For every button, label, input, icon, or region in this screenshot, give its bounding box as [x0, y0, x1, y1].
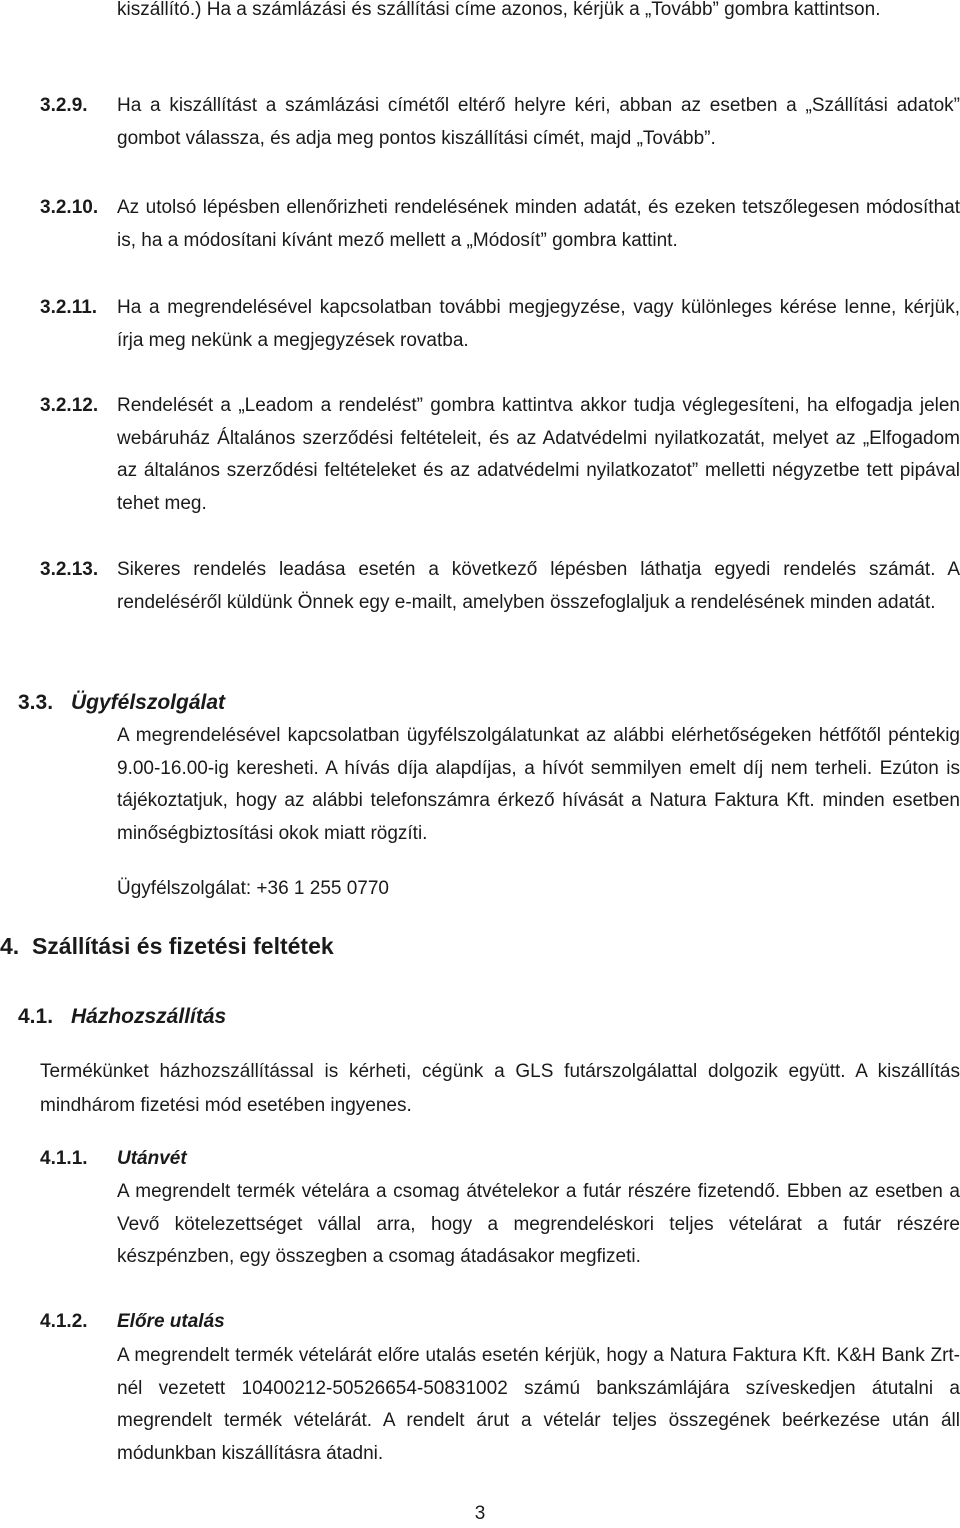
section-title: Házhozszállítás — [71, 1005, 227, 1028]
subsection-title: Utánvét — [117, 1148, 187, 1169]
section-number: 3.3. — [18, 691, 54, 714]
item-number: 3.2.10. — [40, 197, 99, 218]
intro-paragraph: kiszállító.) Ha a számlázási és szállítási címe azonos, kérjük a „Tovább” gombra kattintson. — [117, 0, 881, 20]
section-text: A megrendelt termék vételárát előre utalás esetén kérjük, hogy a Natura Faktura Kft. K&H Bank Zrt-nél vezetett 10400212-50526654-50831002 számú bankszámlájára szíveskedjen átutalni a megrendelt termék vételárát. A rendelt árut a vételár teljes összegének beérkezése után áll módunkban kiszállításra átadni. — [117, 1345, 960, 1464]
item-text: Ha a megrendelésével kapcsolatban további megjegyzése, vagy különleges kérése lenne, kérjük, írja meg nekünk a megjegyzések rovatba. — [117, 297, 960, 351]
page-number: 3 — [474, 1503, 486, 1524]
section-text: Termékünket házhozszállítással is kérheti, cégünk a GLS futárszolgálattal dolgozik együtt. A kiszállítás mindhárom fizetési mód esetében ingyenes. — [40, 1061, 960, 1116]
subsection-heading — [40, 1143, 187, 1175]
section-text: A megrendelésével kapcsolatban ügyfélszolgálatunkat az alábbi elérhetőségeken hétfőtől péntekig 9.00-16.00-ig keresheti. A hívás díja alapdíjas, a hívót semmilyen emelt díj nem terheli. Ezúton is tájékoztatjuk, hogy az alábbi telefonszámra érkező hívását a Natura Faktura Kft. minden esetben minőségbiztosítási okok miatt rögzíti. — [117, 725, 960, 844]
item-number: 3.2.12. — [40, 395, 99, 416]
item-number: 3.2.11. — [40, 297, 98, 318]
subsection-heading — [40, 1306, 225, 1338]
item-number: 3.2.13. — [40, 559, 99, 580]
subsection-title: Előre utalás — [117, 1311, 225, 1332]
subsection-number: 4.1.2. — [40, 1311, 88, 1332]
section-number: 4.1. — [18, 1005, 54, 1028]
section-title: Ügyfélszolgálat — [71, 691, 226, 714]
item-number: 3.2.9. — [40, 95, 88, 116]
chapter-title: 4. Szállítási és fizetési feltétek — [0, 933, 334, 959]
item-text: Sikeres rendelés leadása esetén a következő lépésben láthatja egyedi rendelés számát. A rendeléséről küldünk Önnek egy e-mailt, amelyben összefoglaljuk a rendelésének minden adatát. — [117, 559, 960, 613]
phone-line: Ügyfélszolgálat: +36 1 255 0770 — [117, 878, 390, 899]
subsection-number: 4.1.1. — [40, 1148, 88, 1169]
item-text: Rendelését a „Leadom a rendelést” gombra kattintva akkor tudja véglegesíteni, ha elfogadja jelen webáruház Általános szerződési feltételeit, és az Adatvédelmi nyilatkozatát, melyet az „Elfogadom az általános szerződési feltételeket és az adatvédelmi nyilatkozatot” melletti négyzetbe tett pipával tehet meg. — [117, 395, 960, 514]
item-text: Ha a kiszállítást a számlázási címétől eltérő helyre kéri, abban az esetben a „Szállítási adatok” gombot válassza, és adja meg pontos kiszállítási címét, majd „Tovább”. — [117, 95, 960, 149]
item-text: Az utolsó lépésben ellenőrizheti rendelésének minden adatát, és ezeken tetszőlegesen módosíthat is, ha a módosítani kívánt mező mellett a „Módosít” gombra kattint. — [117, 197, 960, 251]
section-text: A megrendelt termék vételára a csomag átvételekor a futár részére fizetendő. Ebben az esetben a Vevő kötelezettséget vállal arra, hogy a megrendeléskori teljes vételárat a futár részére készpénzben, egy összegben a csomag átadásakor megfizeti. — [117, 1181, 960, 1267]
